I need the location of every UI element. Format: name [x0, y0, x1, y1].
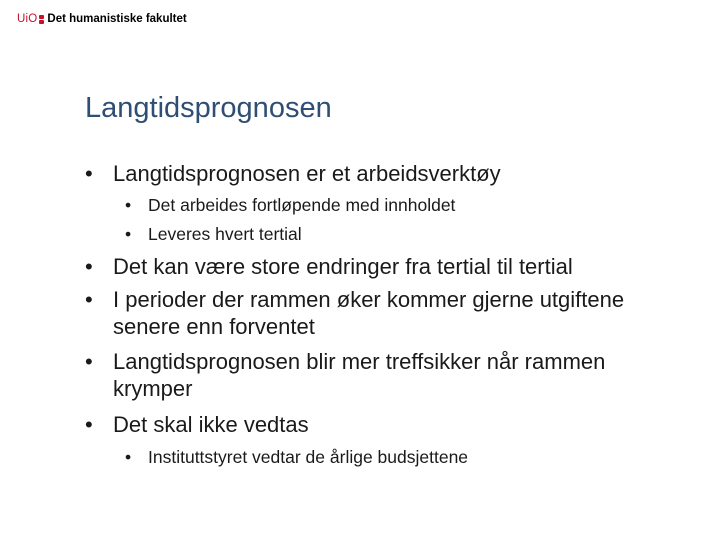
bullet-marker-icon: • — [125, 447, 132, 467]
slide-title: Langtidsprognosen — [85, 92, 332, 124]
bullet-text: Langtidsprognosen blir mer treffsikker når rammen krymper — [113, 349, 606, 401]
bullet-text: Det arbeides fortløpende med innholdet — [148, 195, 456, 215]
bullet-marker-icon: • — [85, 412, 93, 437]
bullet-text: Det kan være store endringer fra tertial til tertial — [113, 254, 573, 279]
bullet-text: Det skal ikke vedtas — [113, 412, 309, 437]
bullet-marker-icon: • — [85, 161, 93, 186]
bullet-text: Instituttstyret vedtar de årlige budsjettene — [148, 447, 469, 467]
bullet-text: Langtidsprognosen er et arbeidsverktøy — [113, 161, 501, 186]
header — [17, 11, 187, 27]
bullet-marker-icon: • — [125, 195, 132, 215]
uio-seal-icon — [39, 15, 44, 24]
bullet-marker-icon: • — [85, 349, 93, 374]
bullet-marker-icon: • — [85, 287, 93, 312]
faculty-name: Det humanistiske fakultet — [47, 13, 187, 25]
bullet-marker-icon: • — [85, 254, 93, 279]
bullet-text: Leveres hvert tertial — [148, 224, 302, 244]
uio-logo: UiO — [17, 13, 38, 25]
bullet-text: I perioder der rammen øker kommer gjerne utgiftene senere enn forventet — [113, 287, 625, 339]
bullet-marker-icon: • — [125, 224, 132, 244]
